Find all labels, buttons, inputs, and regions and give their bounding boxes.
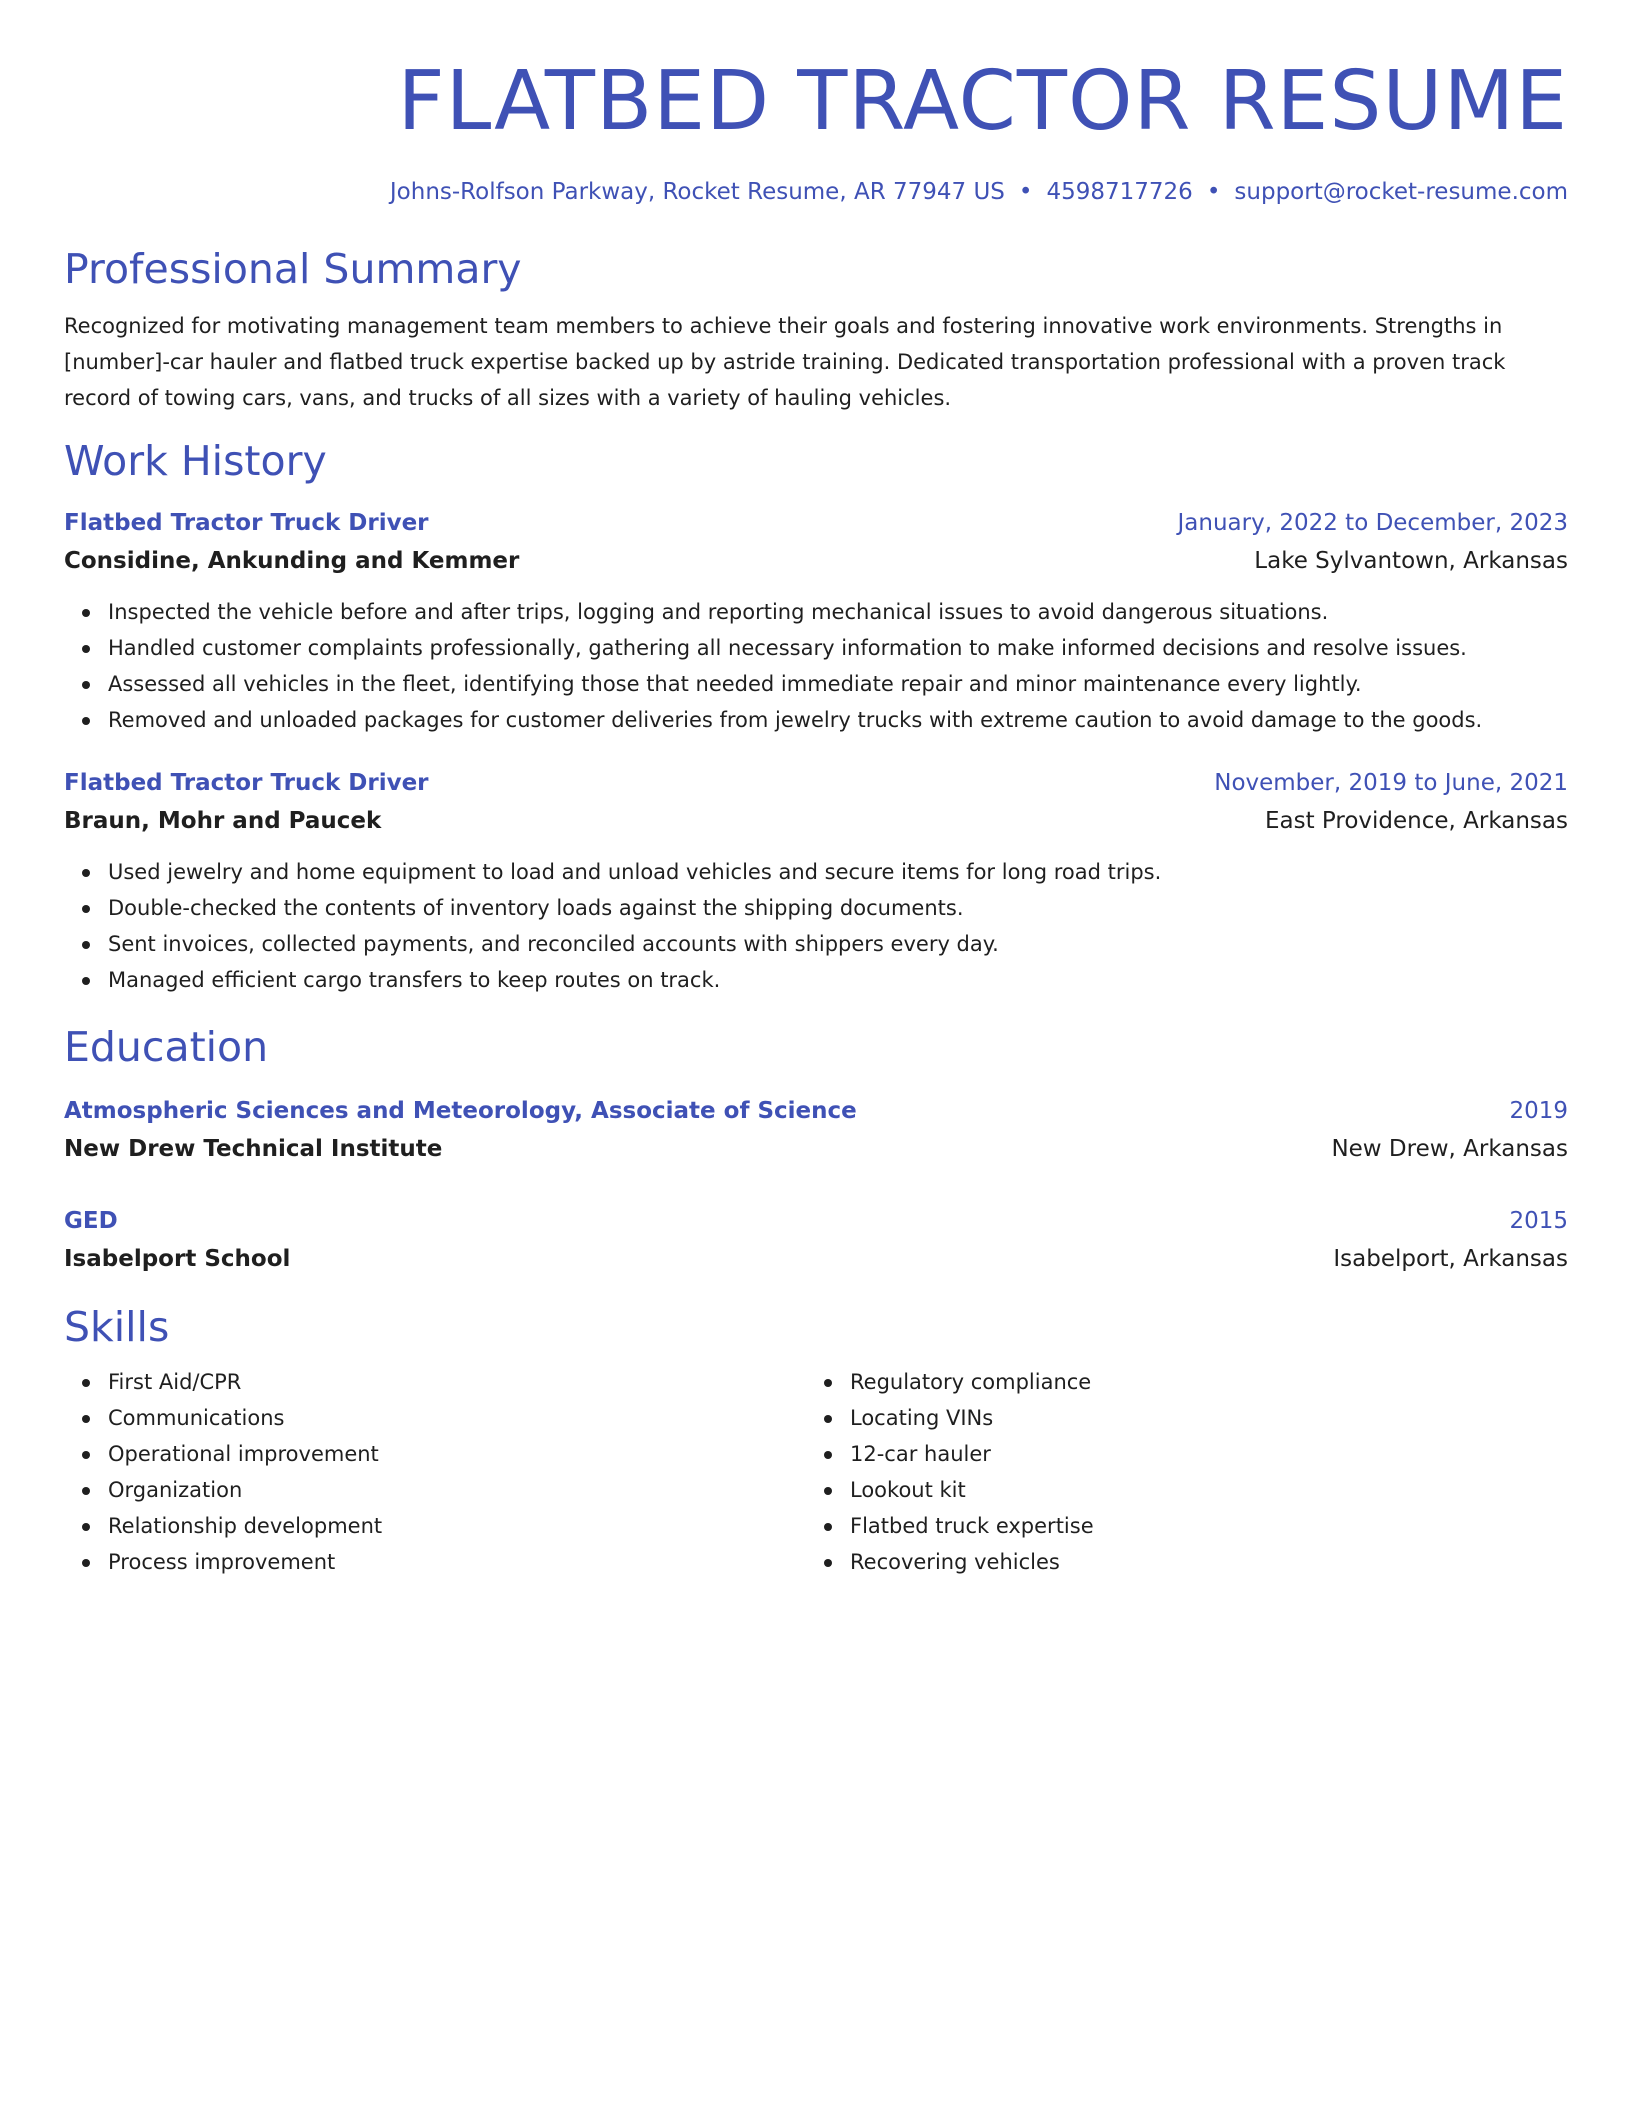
skill-item: Relationship development: [108, 1508, 806, 1544]
job-bullet: Sent invoices, collected payments, and reconciled accounts with shippers every day.: [108, 926, 1568, 962]
work-entry-subheader: [64, 542, 1568, 580]
skill-item: Flatbed truck expertise: [850, 1508, 1548, 1544]
skill-item: Organization: [108, 1472, 806, 1508]
skills-list: [64, 1364, 806, 1580]
skill-item: First Aid/CPR: [108, 1364, 806, 1400]
education-year: 2019: [1509, 1098, 1568, 1124]
education-entry-header: [64, 1202, 1568, 1240]
education-entry-subheader: [64, 1130, 1568, 1168]
skills-columns: [64, 1364, 1568, 1580]
education-entry: [64, 1202, 1568, 1278]
work-entry-header: [64, 504, 1568, 542]
work-entry-header: [64, 764, 1568, 802]
job-bullet: Assessed all vehicles in the fleet, identifying those that needed immediate repair and minor maintenance every lightly.: [108, 666, 1568, 702]
degree-title: GED: [64, 1208, 118, 1234]
job-bullet: Managed efficient cargo transfers to keep routes on track.: [108, 962, 1568, 998]
job-bullet: Handled customer complaints professionally, gathering all necessary information to make informed decisions and resolve issues.: [108, 630, 1568, 666]
school-name: Isabelport School: [64, 1246, 291, 1272]
skill-item: 12-car hauler: [850, 1436, 1548, 1472]
skills-column-right: [806, 1364, 1548, 1580]
contact-email[interactable]: support@rocket-resume.com: [1234, 179, 1568, 205]
degree-title: Atmospheric Sciences and Meteorology, Associate of Science: [64, 1098, 857, 1124]
job-bullet: Used jewelry and home equipment to load and unload vehicles and secure items for long road trips.: [108, 854, 1568, 890]
resume-title: FLATBED TRACTOR RESUME: [397, 54, 1568, 149]
job-dates: January, 2022 to December, 2023: [1177, 510, 1568, 536]
job-title: Flatbed Tractor Truck Driver: [64, 770, 429, 796]
summary-text: Recognized for motivating management team members to achieve their goals and fostering innovative work environments. Strengths in [number]-car hauler and flatbed truck expertise backed up by astride training. Dedicated transportation professional with a proven track record of towing cars, vans, and trucks of all sizes with a variety of hauling vehicles.: [64, 314, 1506, 410]
skill-item: Operational improvement: [108, 1436, 806, 1472]
school-location: Isabelport, Arkansas: [1333, 1246, 1568, 1272]
skill-item: Process improvement: [108, 1544, 806, 1580]
contact-phone: 4598717726: [1046, 179, 1193, 205]
section-title-work-history: Work History: [64, 437, 327, 485]
education-year: 2015: [1509, 1208, 1568, 1234]
education-entry-subheader: [64, 1240, 1568, 1278]
skill-item: Recovering vehicles: [850, 1544, 1548, 1580]
job-bullet: Removed and unloaded packages for customer deliveries from jewelry trucks with extreme caution to avoid damage to the goods.: [108, 702, 1568, 738]
resume-header: [64, 52, 1568, 208]
skill-item: Communications: [108, 1400, 806, 1436]
contact-address: Johns-Rolfson Parkway, Rocket Resume, AR 77947 US: [389, 179, 1005, 205]
section-title-education: Education: [64, 1023, 269, 1071]
job-dates: November, 2019 to June, 2021: [1214, 770, 1568, 796]
company-name: Braun, Mohr and Paucek: [64, 808, 382, 834]
job-bullet: Inspected the vehicle before and after trips, logging and reporting mechanical issues to avoid dangerous situations.: [108, 594, 1568, 630]
contact-separator: •: [1206, 179, 1221, 205]
work-entry: [64, 764, 1568, 998]
company-name: Considine, Ankunding and Kemmer: [64, 548, 520, 574]
education-entry: [64, 1092, 1568, 1168]
skills-list: [806, 1364, 1548, 1580]
skill-item: Lookout kit: [850, 1472, 1548, 1508]
skill-item: Locating VINs: [850, 1400, 1548, 1436]
job-location: Lake Sylvantown, Arkansas: [1254, 548, 1568, 574]
job-bullet: Double-checked the contents of inventory loads against the shipping documents.: [108, 890, 1568, 926]
school-name: New Drew Technical Institute: [64, 1136, 443, 1162]
section-title-summary: Professional Summary: [64, 245, 522, 293]
school-location: New Drew, Arkansas: [1331, 1136, 1568, 1162]
skills-column-left: [64, 1364, 806, 1580]
job-bullets: [64, 594, 1568, 738]
work-entry: [64, 504, 1568, 738]
job-bullets: [64, 854, 1568, 998]
contact-separator: •: [1018, 179, 1033, 205]
section-title-skills: Skills: [64, 1303, 170, 1351]
work-entry-subheader: [64, 802, 1568, 840]
contact-line: [64, 176, 1568, 208]
education-entry-header: [64, 1092, 1568, 1130]
job-title: Flatbed Tractor Truck Driver: [64, 510, 429, 536]
skill-item: Regulatory compliance: [850, 1364, 1548, 1400]
job-location: East Providence, Arkansas: [1264, 808, 1568, 834]
